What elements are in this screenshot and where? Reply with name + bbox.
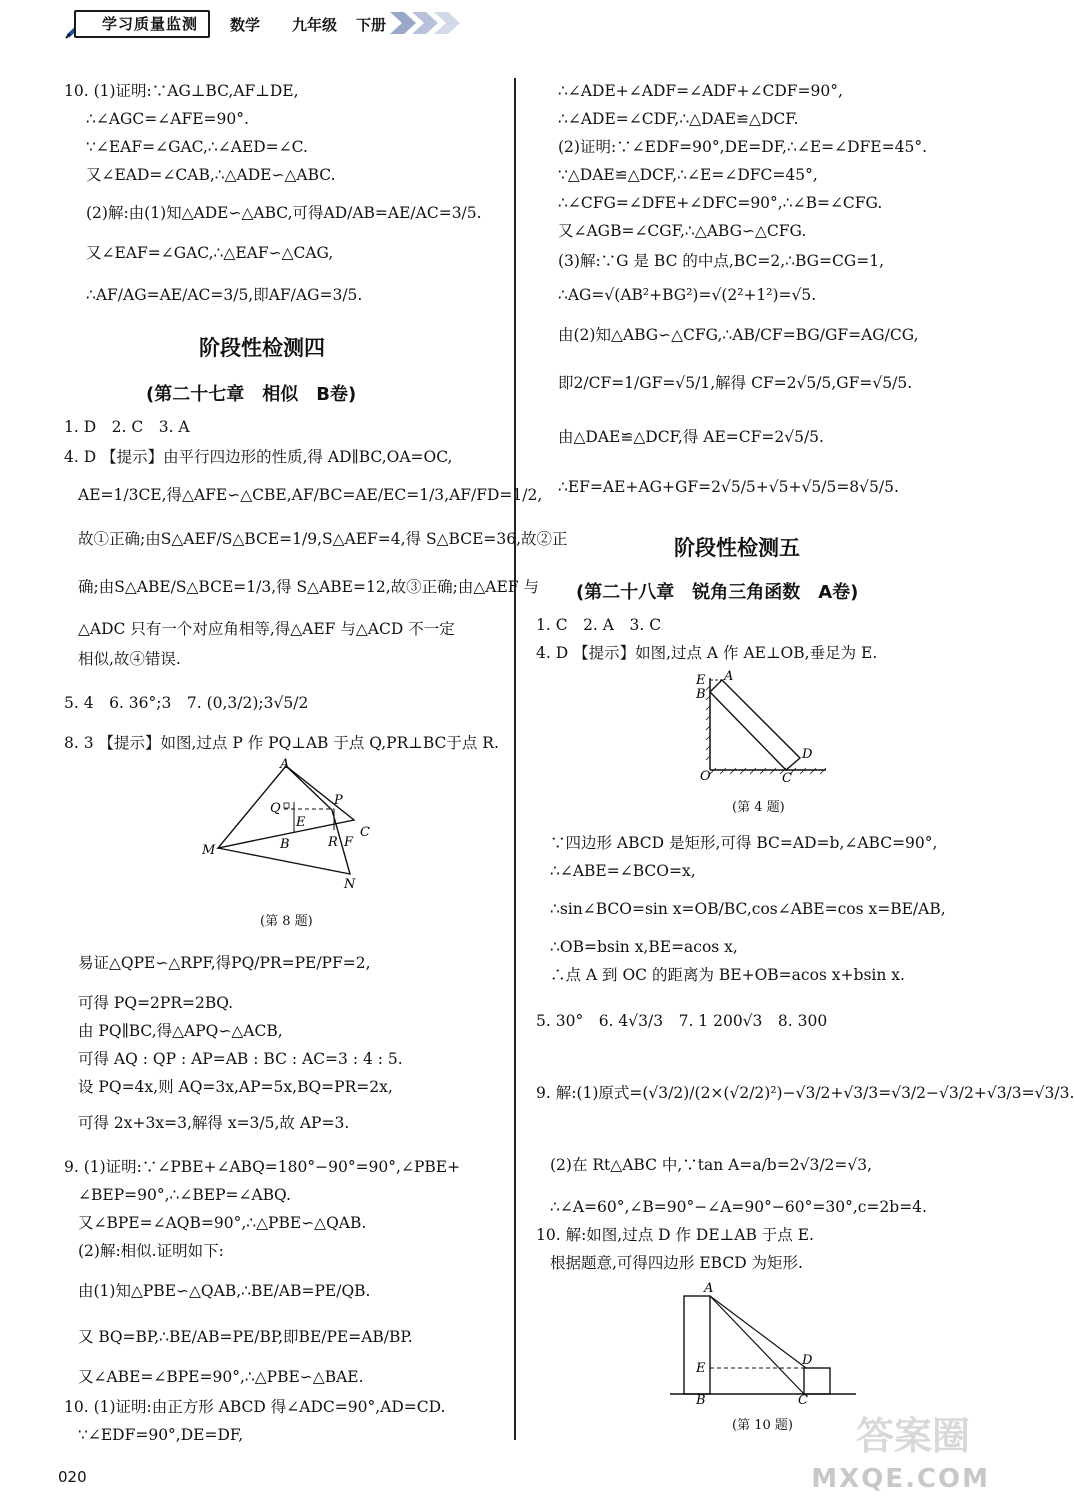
text-line: 又∠AGB=∠CGF,∴△ABG∽△CFG. — [558, 222, 807, 240]
page-header — [60, 8, 480, 36]
text-line: 9. (1)证明:∵∠PBE+∠ABQ=180°−90°=90°,∠PBE+ — [64, 1158, 461, 1176]
text-line: ∴EF=AE+AG+GF=2√5/5+√5+√5/5=8√5/5. — [558, 478, 899, 496]
fig10-label: B — [696, 1393, 706, 1408]
text-line: 由(2)知△ABG∽△CFG,∴AB/CF=BG/GF=AG/CG, — [558, 326, 919, 344]
watermark: MXQE.COM — [811, 1464, 990, 1494]
text-line: ∴∠ADE+∠ADF=∠ADF+∠CDF=90°, — [558, 82, 843, 100]
fig10-label: E — [696, 1361, 706, 1376]
text-line: 又∠ABE=∠BPE=90°,∴△PBE∽△BAE. — [78, 1368, 364, 1386]
text-line: ∴点 A 到 OC 的距离为 BE+OB=acos x+bsin x. — [550, 966, 905, 984]
text-line: 9. 解:(1)原式=(√3/2)/(2×(√2/2)²)−√3/2+√3/3=√3/2−√3/2+√3/3=√3/3. — [536, 1084, 1074, 1102]
subject-label: 数学 — [230, 16, 261, 34]
text-line: 即2/CF=1/GF=√5/1,解得 CF=2√5/5,GF=√5/5. — [558, 374, 913, 392]
text-line: (2)解:由(1)知△ADE∽△ABC,可得AD/AB=AE/AC=3/5. — [86, 204, 482, 222]
fig10-label: C — [798, 1393, 808, 1408]
text-line: 1. D 2. C 3. A — [64, 418, 190, 436]
figure-4-caption: (第 4 题) — [732, 800, 785, 815]
fig4-label: O — [700, 769, 711, 784]
text-line: ∴AF/AG=AE/AC=3/5,即AF/AG=3/5. — [86, 286, 363, 304]
text-line: 又 BQ=BP,∴BE/AB=PE/BP,即BE/PE=AB/BP. — [78, 1328, 413, 1346]
fig8-label: P — [334, 793, 343, 808]
figure-8-diagram — [194, 757, 394, 892]
text-line: △ADC 只有一个对应角相等,得△AEF 与△ACD 不一定 — [78, 620, 455, 638]
text-line: 易证△QPE∽△RPF,得PQ/PR=PE/PF=2, — [78, 954, 371, 972]
fig8-label: F — [344, 835, 354, 850]
text-line: 又∠EAD=∠CAB,∴△ADE∽△ABC. — [86, 166, 336, 184]
fig8-label: B — [280, 837, 290, 852]
section-subtitle: (第二十七章 相似 B卷) — [146, 384, 357, 405]
text-line: ∴∠CFG=∠DFE+∠DFC=90°,∴∠B=∠CFG. — [558, 194, 883, 212]
fig8-label: N — [344, 877, 356, 892]
fig8-label: Q — [270, 801, 281, 816]
text-line: 5. 30° 6. 4√3/3 7. 1 200√3 8. 300 — [536, 1012, 828, 1030]
text-line: 由△DAE≌△DCF,得 AE=CF=2√5/5. — [558, 428, 824, 446]
watermark-logo: 答案圈 — [855, 1414, 970, 1458]
text-line: 可得 PQ=2PR=2BQ. — [78, 994, 234, 1012]
fig4-label: E — [696, 673, 706, 688]
grade-label: 九年级 — [292, 16, 338, 34]
text-line: 故①正确;由S△AEF/S△BCE=1/9,S△AEF=4,得 S△BCE=36,故②正 — [78, 530, 568, 548]
figure-10-diagram — [666, 1280, 866, 1408]
text-line: ∴OB=bsin x,BE=acos x, — [550, 938, 738, 956]
text-line: ∴∠A=60°,∠B=90°−∠A=90°−60°=30°,c=2b=4. — [550, 1198, 927, 1216]
text-line: ∴sin∠BCO=sin x=OB/BC,cos∠ABE=cos x=BE/AB, — [550, 900, 946, 918]
text-line: 4. D 【提示】如图,过点 A 作 AE⊥OB,垂足为 E. — [536, 644, 878, 662]
text-line: 相似,故④错误. — [78, 650, 181, 668]
chevron-arrows-icon — [390, 10, 480, 36]
figure-8-caption: (第 8 题) — [260, 914, 313, 929]
text-line: 4. D 【提示】由平行四边形的性质,得 AD∥BC,OA=OC, — [64, 448, 453, 466]
text-line: (2)解:相似.证明如下: — [78, 1242, 224, 1260]
section-title: 阶段性检测五 — [674, 536, 800, 560]
text-line: 10. 解:如图,过点 D 作 DE⊥AB 于点 E. — [536, 1226, 814, 1244]
section-subtitle: (第二十八章 锐角三角函数 A卷) — [576, 582, 859, 603]
text-line: 确;由S△ABE/S△BCE=1/3,得 S△ABE=12,故③正确;由△AEF 与 — [78, 578, 539, 596]
text-line: 由(1)知△PBE∽△QAB,∴BE/AB=PE/QB. — [78, 1282, 371, 1300]
text-line: 8. 3 【提示】如图,过点 P 作 PQ⊥AB 于点 Q,PR⊥BC于点 R. — [64, 734, 499, 752]
text-line: 可得 AQ : QP : AP=AB : BC : AC=3 : 4 : 5. — [78, 1050, 403, 1068]
section-title: 阶段性检测四 — [199, 336, 325, 360]
series-title: 学习质量监测 — [74, 10, 210, 38]
column-divider — [514, 78, 516, 1440]
text-line: AE=1/3CE,得△AFE∽△CBE,AF/BC=AE/EC=1/3,AF/FD=1/2, — [78, 486, 543, 504]
text-line: ∵∠EAF=∠GAC,∴∠AED=∠C. — [86, 138, 308, 156]
text-line: ∴∠ADE=∠CDF,∴△DAE≌△DCF. — [558, 110, 799, 128]
text-line: 又∠EAF=∠GAC,∴△EAF∽△CAG, — [86, 244, 334, 262]
volume-label: 下册 — [356, 16, 387, 34]
text-line: (2)在 Rt△ABC 中,∵tan A=a/b=2√3/2=√3, — [550, 1156, 873, 1174]
fig4-label: B — [696, 687, 706, 702]
fig8-label: A — [280, 757, 290, 772]
fig10-label: D — [802, 1353, 813, 1368]
text-line: 设 PQ=4x,则 AQ=3x,AP=5x,BQ=PR=2x, — [78, 1078, 393, 1096]
fig8-label: C — [360, 825, 370, 840]
fig8-label: R — [328, 835, 338, 850]
text-line: 根据题意,可得四边形 EBCD 为矩形. — [550, 1254, 803, 1272]
fig4-label: D — [802, 747, 813, 762]
text-line: ∵四边形 ABCD 是矩形,可得 BC=AD=b,∠ABC=90°, — [550, 834, 938, 852]
text-line: ∴AG=√(AB²+BG²)=√(2²+1²)=√5. — [558, 286, 817, 304]
text-line: 可得 2x+3x=3,解得 x=3/5,故 AP=3. — [78, 1114, 350, 1132]
text-line: ∠BEP=90°,∴∠BEP=∠ABQ. — [78, 1186, 291, 1204]
text-line: 10. (1)证明:∵AG⊥BC,AF⊥DE, — [64, 82, 299, 100]
text-line: ∴∠ABE=∠BCO=x, — [550, 862, 696, 880]
text-line: (2)证明:∵∠EDF=90°,DE=DF,∴∠E=∠DFE=45°. — [558, 138, 927, 156]
figure-4-diagram — [696, 669, 836, 786]
text-line: 1. C 2. A 3. C — [536, 616, 662, 634]
text-line: 10. (1)证明:由正方形 ABCD 得∠ADC=90°,AD=CD. — [64, 1398, 446, 1416]
figure-10-caption: (第 10 题) — [732, 1418, 793, 1433]
fig10-label: A — [704, 1281, 714, 1296]
page-number: 020 — [58, 1468, 87, 1486]
text-line: ∴∠AGC=∠AFE=90°. — [86, 110, 249, 128]
fig8-label: M — [202, 843, 216, 858]
text-line: 又∠BPE=∠AQB=90°,∴△PBE∽△QAB. — [78, 1214, 367, 1232]
fig4-label: C — [782, 771, 792, 786]
fig8-label: E — [296, 815, 306, 830]
text-line: ∵∠EDF=90°,DE=DF, — [78, 1426, 244, 1444]
fig4-label: A — [724, 669, 734, 684]
text-line: 由 PQ∥BC,得△APQ∽△ACB, — [78, 1022, 283, 1040]
text-line: ∵△DAE≌△DCF,∴∠E=∠DFC=45°, — [558, 166, 818, 184]
text-line: (3)解:∵G 是 BC 的中点,BC=2,∴BG=CG=1, — [558, 252, 885, 270]
text-line: 5. 4 6. 36°;3 7. (0,3/2);3√5/2 — [64, 694, 309, 712]
